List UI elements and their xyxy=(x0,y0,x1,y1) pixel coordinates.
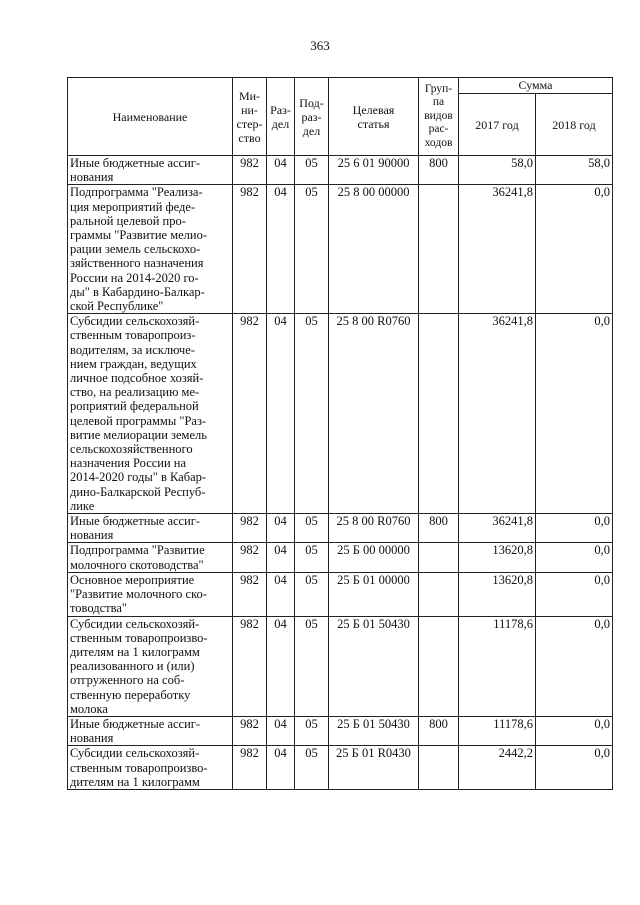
row-ministry: 982 xyxy=(233,746,267,790)
row-name: Подпрограмма "Реализа- ция мероприятий феде- ральной целевой про- граммы "Развитие мелио- рации земель сельскохо- зяйственного назначения России на 2014-2020 го- ды" в Кабардино-Балкар- ской Республике" xyxy=(68,185,233,314)
row-section: 04 xyxy=(267,185,295,314)
header-year-2018: 2018 год xyxy=(536,94,613,156)
header-year-2017: 2017 год xyxy=(459,94,536,156)
row-expense-group xyxy=(419,185,459,314)
table-row xyxy=(68,514,613,543)
row-ministry: 982 xyxy=(233,572,267,616)
row-subsection: 05 xyxy=(295,156,329,185)
row-ministry: 982 xyxy=(233,514,267,543)
row-target: 25 8 00 R0760 xyxy=(329,314,419,514)
header-subsection: Под- раз- дел xyxy=(295,78,329,156)
row-target: 25 Б 00 00000 xyxy=(329,543,419,572)
page-number: 363 xyxy=(310,38,330,53)
row-ministry: 982 xyxy=(233,185,267,314)
row-subsection: 05 xyxy=(295,716,329,745)
row-sum-2017: 2442,2 xyxy=(459,746,536,790)
row-name: Иные бюджетные ассиг- нования xyxy=(68,514,233,543)
row-section: 04 xyxy=(267,616,295,716)
header-name: Наименование xyxy=(68,78,233,156)
row-section: 04 xyxy=(267,156,295,185)
row-section: 04 xyxy=(267,314,295,514)
row-name: Субсидии сельскохозяй- ственным товаропроиз- водителям, за исключе- нием граждан, ведущих личное подсобное хозяй- ство, на реализацию ме- роприятий федеральной целевой программы "Раз- витие мелиорации земель сельскохозяйственного назначения России на 2014-2020 годы" в Кабар- дино-Балкарской Респуб- лике xyxy=(68,314,233,514)
row-subsection: 05 xyxy=(295,572,329,616)
table-row xyxy=(68,156,613,185)
row-subsection: 05 xyxy=(295,185,329,314)
row-name: Иные бюджетные ассиг- нования xyxy=(68,716,233,745)
row-ministry: 982 xyxy=(233,314,267,514)
row-sum-2018: 0,0 xyxy=(536,185,613,314)
table-row xyxy=(68,746,613,790)
row-target: 25 8 00 00000 xyxy=(329,185,419,314)
row-target: 25 8 00 R0760 xyxy=(329,514,419,543)
header-section: Раз- дел xyxy=(267,78,295,156)
row-sum-2017: 11178,6 xyxy=(459,616,536,716)
row-expense-group xyxy=(419,572,459,616)
table-row xyxy=(68,314,613,514)
row-target: 25 Б 01 50430 xyxy=(329,616,419,716)
row-sum-2017: 58,0 xyxy=(459,156,536,185)
row-sum-2018: 0,0 xyxy=(536,514,613,543)
row-sum-2018: 0,0 xyxy=(536,716,613,745)
row-expense-group xyxy=(419,616,459,716)
budget-table xyxy=(67,77,613,790)
header-ministry: Ми- ни- стер- ство xyxy=(233,78,267,156)
row-expense-group: 800 xyxy=(419,156,459,185)
row-sum-2018: 0,0 xyxy=(536,314,613,514)
row-subsection: 05 xyxy=(295,514,329,543)
row-name: Подпрограмма "Развитие молочного скотоводства" xyxy=(68,543,233,572)
row-sum-2017: 13620,8 xyxy=(459,572,536,616)
row-sum-2017: 11178,6 xyxy=(459,716,536,745)
row-target: 25 Б 01 50430 xyxy=(329,716,419,745)
row-section: 04 xyxy=(267,514,295,543)
row-sum-2017: 36241,8 xyxy=(459,514,536,543)
table-header xyxy=(68,78,613,156)
row-expense-group xyxy=(419,543,459,572)
row-sum-2017: 36241,8 xyxy=(459,314,536,514)
row-expense-group xyxy=(419,314,459,514)
row-ministry: 982 xyxy=(233,616,267,716)
row-ministry: 982 xyxy=(233,543,267,572)
header-expense-group: Груп- па видов рас- ходов xyxy=(419,78,459,156)
row-name: Субсидии сельскохозяй- ственным товаропроизво- дителям на 1 килограмм xyxy=(68,746,233,790)
row-sum-2017: 13620,8 xyxy=(459,543,536,572)
row-name: Субсидии сельскохозяй- ственным товаропроизво- дителям на 1 килограмм реализованного и (или) отгруженного на соб- ственную переработку молока xyxy=(68,616,233,716)
row-section: 04 xyxy=(267,543,295,572)
row-target: 25 6 01 90000 xyxy=(329,156,419,185)
row-subsection: 05 xyxy=(295,543,329,572)
row-ministry: 982 xyxy=(233,156,267,185)
row-sum-2018: 0,0 xyxy=(536,543,613,572)
row-target: 25 Б 01 R0430 xyxy=(329,746,419,790)
table-row xyxy=(68,616,613,716)
row-sum-2018: 58,0 xyxy=(536,156,613,185)
table-body xyxy=(68,156,613,790)
row-subsection: 05 xyxy=(295,314,329,514)
row-sum-2018: 0,0 xyxy=(536,746,613,790)
row-ministry: 982 xyxy=(233,716,267,745)
row-subsection: 05 xyxy=(295,746,329,790)
row-expense-group: 800 xyxy=(419,716,459,745)
row-expense-group xyxy=(419,746,459,790)
header-target: Целевая статья xyxy=(329,78,419,156)
row-expense-group: 800 xyxy=(419,514,459,543)
row-section: 04 xyxy=(267,716,295,745)
row-target: 25 Б 01 00000 xyxy=(329,572,419,616)
table-row xyxy=(68,185,613,314)
table-row xyxy=(68,572,613,616)
table-row xyxy=(68,543,613,572)
row-sum-2017: 36241,8 xyxy=(459,185,536,314)
header-sum: Сумма xyxy=(459,78,613,94)
row-subsection: 05 xyxy=(295,616,329,716)
row-name: Иные бюджетные ассиг- нования xyxy=(68,156,233,185)
table-row xyxy=(68,716,613,745)
row-sum-2018: 0,0 xyxy=(536,572,613,616)
row-sum-2018: 0,0 xyxy=(536,616,613,716)
row-section: 04 xyxy=(267,572,295,616)
row-name: Основное мероприятие "Развитие молочного ско- товодства" xyxy=(68,572,233,616)
row-section: 04 xyxy=(267,746,295,790)
